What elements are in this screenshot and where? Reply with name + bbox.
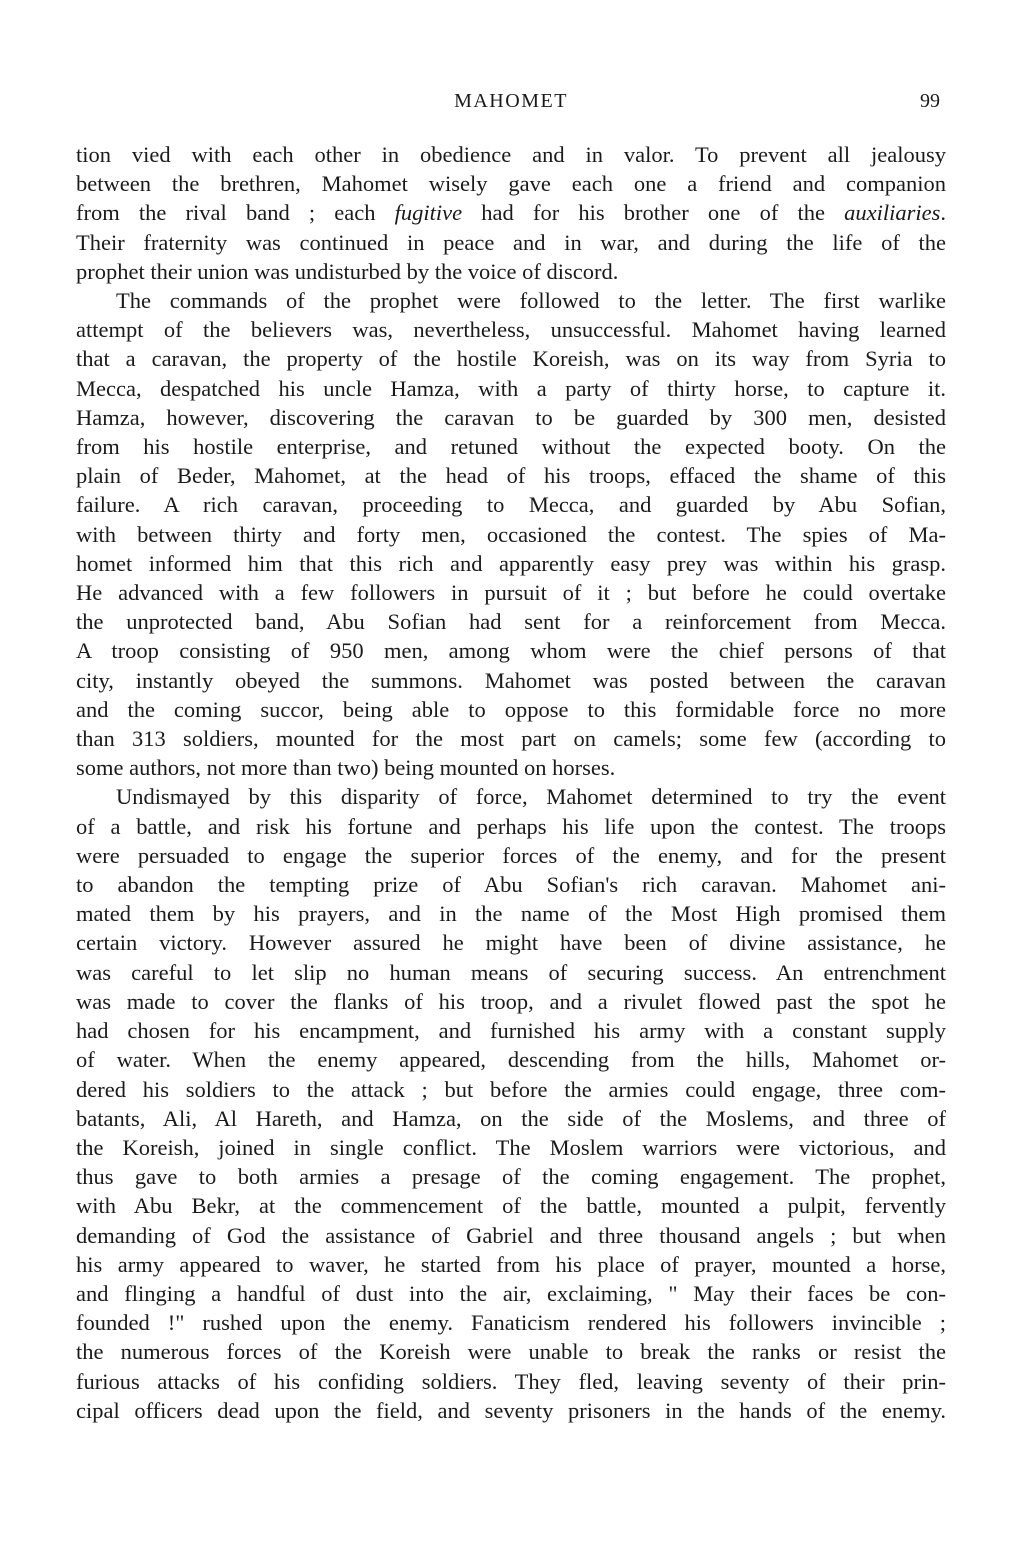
text-line: failure. A rich caravan, proceeding to Mecca, and guarded by Abu Sofian, [76, 492, 946, 518]
text-line: from his hostile enterprise, and retuned without the expected booty. On the [76, 434, 946, 460]
text-line: He advanced with a few followers in pursuit of it ; but before he could overtake [76, 580, 946, 606]
text-line: city, instantly obeyed the summons. Mahomet was posted between the caravan [76, 667, 946, 693]
text-line: attempt of the believers was, nevertheless, unsuccessful. Mahomet having learned [76, 317, 946, 343]
paragraph [76, 286, 946, 782]
text-line: founded !" rushed upon the enemy. Fanaticism rendered his followers invincible ; [76, 1310, 946, 1336]
text-segment: had for his brother one of the [462, 200, 845, 226]
text-line: Their fraternity was continued in peace and in war, and during the life of the [76, 229, 946, 255]
running-title: MAHOMET [454, 90, 568, 112]
text-line: dered his soldiers to the attack ; but before the armies could engage, three com- [76, 1076, 946, 1102]
text-line: prophet their union was undisturbed by the voice of discord. [76, 258, 619, 284]
text-line: between the brethren, Mahomet wisely gave each one a friend and companion [76, 171, 946, 197]
text-line: with Abu Bekr, at the commencement of the battle, mounted a pulpit, fervently [76, 1193, 946, 1219]
text-line [76, 198, 946, 227]
running-head [76, 90, 946, 120]
text-line: certain victory. However assured he might have been of divine assistance, he [76, 930, 946, 956]
text-line: thus gave to both armies a presage of the coming engagement. The prophet, [76, 1164, 946, 1190]
text-line: and the coming succor, being able to oppose to this formidable force no more [76, 696, 946, 722]
italic-word: fugitive [394, 200, 463, 226]
text-line: homet informed him that this rich and apparently easy prey was within his grasp. [76, 550, 946, 576]
paragraph [76, 140, 946, 286]
text-line: The commands of the prophet were followed to the letter. The first warlike [116, 288, 946, 314]
italic-word: auxiliaries [844, 200, 941, 226]
text-line: tion vied with each other in obedience and in valor. To prevent all jealousy [76, 142, 946, 167]
text-line: to abandon the tempting prize of Abu Sofian's rich caravan. Mahomet ani- [76, 872, 946, 898]
text-line: some authors, not more than two) being mounted on horses. [76, 755, 616, 781]
text-line: had chosen for his encampment, and furnished his army with a constant supply [76, 1018, 946, 1044]
body-text [76, 140, 946, 1425]
text-line: the Koreish, joined in single conflict. The Moslem warriors were victorious, and [76, 1134, 946, 1160]
text-line: the unprotected band, Abu Sofian had sent for a reinforcement from Mecca. [76, 609, 946, 635]
text-line: that a caravan, the property of the hostile Koreish, was on its way from Syria to [76, 346, 946, 372]
text-segment: from the rival band ; each [76, 200, 395, 226]
text-line: his army appeared to waver, he started from his place of prayer, mounted a horse, [76, 1251, 946, 1277]
text-line: plain of Beder, Mahomet, at the head of his troops, effaced the shame of this [76, 463, 946, 489]
text-line: was careful to let slip no human means of securing success. An entrenchment [76, 959, 946, 985]
text-line: batants, Ali, Al Hareth, and Hamza, on the side of the Moslems, and three of [76, 1105, 946, 1131]
page-number: 99 [920, 90, 940, 112]
text-line: cipal officers dead upon the field, and seventy prisoners in the hands of the enemy. [76, 1397, 946, 1423]
text-line: mated them by his prayers, and in the name of the Most High promised them [76, 901, 946, 927]
text-line: with between thirty and forty men, occasioned the contest. The spies of Ma- [76, 521, 946, 547]
text-line: Hamza, however, discovering the caravan to be guarded by 300 men, desisted [76, 404, 946, 430]
text-line: of water. When the enemy appeared, descending from the hills, Mahomet or- [76, 1047, 946, 1073]
paragraph [76, 782, 946, 1424]
text-line: Undismayed by this disparity of force, Mahomet determined to try the event [116, 784, 946, 810]
text-line: A troop consisting of 950 men, among whom were the chief persons of that [76, 638, 946, 664]
text-line: and flinging a handful of dust into the air, exclaiming, " May their faces be con- [76, 1280, 946, 1306]
text-line: of a battle, and risk his fortune and perhaps his life upon the contest. The troops [76, 813, 946, 839]
text-line: Mecca, despatched his uncle Hamza, with a party of thirty horse, to capture it. [76, 375, 946, 401]
text-line: than 313 soldiers, mounted for the most part on camels; some few (according to [76, 726, 946, 752]
text-line: demanding of God the assistance of Gabriel and three thousand angels ; but when [76, 1222, 946, 1248]
text-line: furious attacks of his confiding soldiers. They fled, leaving seventy of their prin- [76, 1368, 946, 1394]
text-line: the numerous forces of the Koreish were unable to break the ranks or resist the [76, 1339, 946, 1365]
text-line: was made to cover the flanks of his troop, and a rivulet flowed past the spot he [76, 988, 946, 1014]
text-line: were persuaded to engage the superior forces of the enemy, and for the present [76, 842, 946, 868]
text-segment: . [940, 200, 947, 226]
